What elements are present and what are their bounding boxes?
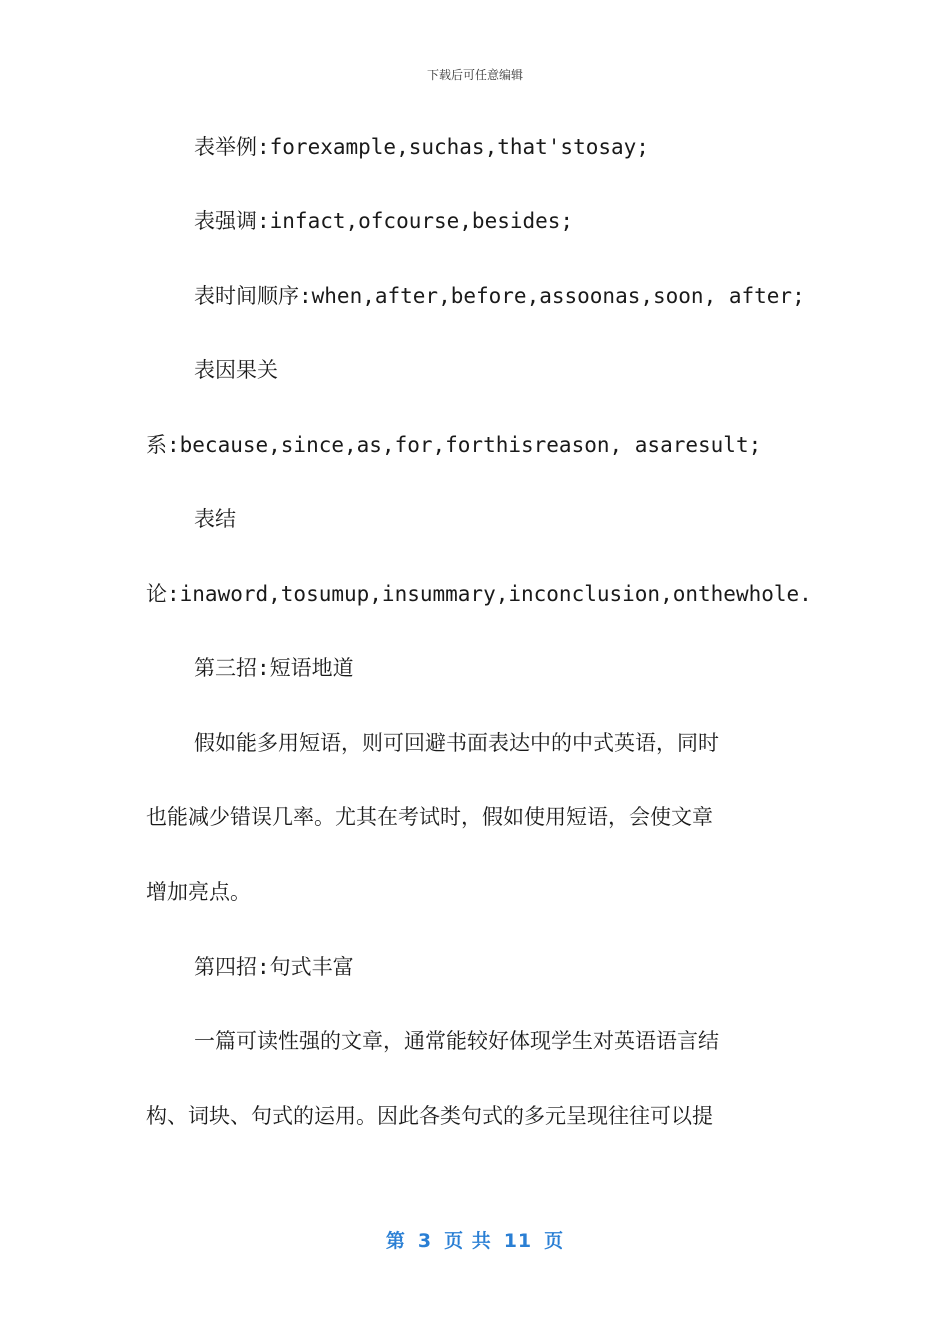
section-heading-sentences: 第四招:句式丰富 xyxy=(194,955,354,979)
footer-page-label: 第 xyxy=(385,1230,406,1252)
footer-total-pages: 11 xyxy=(503,1230,533,1252)
paragraph-line-time-order: 表时间顺序:when,after,before,assoonas,soon, after; xyxy=(194,284,805,308)
paragraph-line-cause: 系:because,since,as,for,forthisreason, asaresult; xyxy=(146,433,762,457)
page-header: 下载后可任意编辑 xyxy=(426,68,523,82)
page-footer xyxy=(0,1226,950,1253)
paragraph-line-cause-label: 表因果关 xyxy=(194,358,278,382)
footer-of-label: 页 共 xyxy=(444,1230,492,1252)
paragraph-line-phrases-3: 增加亮点。 xyxy=(146,880,251,904)
footer-page-number: 3 xyxy=(417,1230,433,1252)
paragraph-line-conclusion: 论:inaword,tosumup,insummary,inconclusion,onthewhole. xyxy=(146,582,812,606)
paragraph-line-phrases-2: 也能减少错误几率。尤其在考试时，假如使用短语，会使文章 xyxy=(146,805,713,829)
paragraph-line-phrases-1: 假如能多用短语，则可回避书面表达中的中式英语，同时 xyxy=(194,731,719,755)
paragraph-line-sentences-2: 构、词块、句式的运用。因此各类句式的多元呈现往往可以提 xyxy=(146,1104,713,1128)
footer-page-suffix: 页 xyxy=(544,1230,565,1252)
paragraph-line-conclusion-label: 表结 xyxy=(194,507,236,531)
paragraph-line-examples: 表举例:forexample,suchas,that'stosay; xyxy=(194,135,649,159)
paragraph-line-sentences-1: 一篇可读性强的文章，通常能较好体现学生对英语语言结 xyxy=(194,1029,719,1053)
paragraph-line-emphasis: 表强调:infact,ofcourse,besides; xyxy=(194,209,574,233)
section-heading-phrases: 第三招:短语地道 xyxy=(194,656,354,680)
